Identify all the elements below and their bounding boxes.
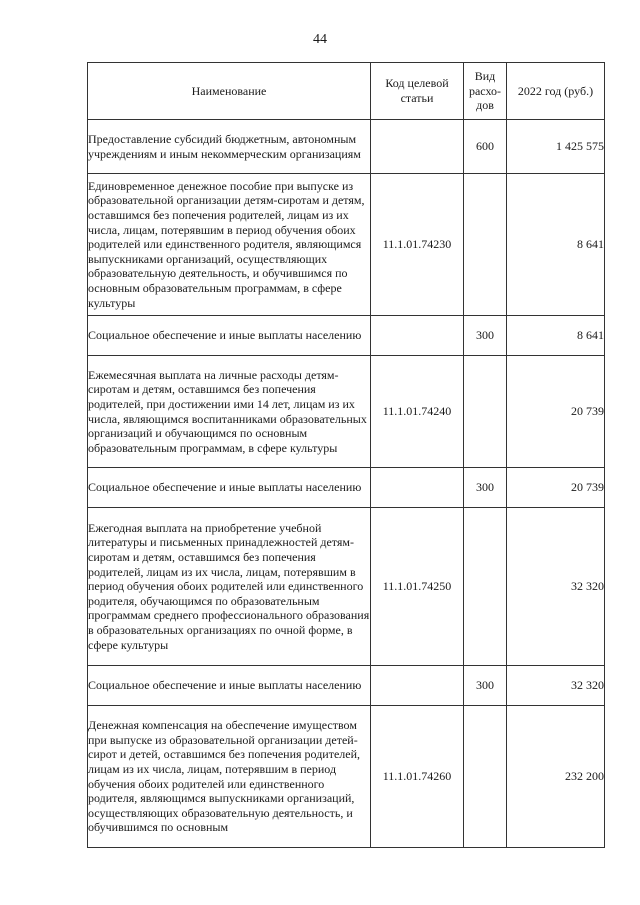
row-code: 11.1.01.74230 [371, 174, 464, 316]
row-sum: 8 641 [507, 316, 605, 356]
row-type [464, 356, 507, 468]
row-code: 11.1.01.74240 [371, 356, 464, 468]
row-code [371, 120, 464, 174]
row-code: 11.1.01.74260 [371, 706, 464, 848]
table-row [88, 120, 605, 174]
row-sum: 1 425 575 [507, 120, 605, 174]
table-row [88, 356, 605, 468]
table-row [88, 316, 605, 356]
row-name: Денежная компенсация на обеспечение имуществом при выпуске из образовательной организации детей-сирот и детей, оставшимся без попечения родителей, лицам из их числа, лицам, потерявшим в период обучения обоих родителей или единственного родителя, являющимся выпускниками организаций, осуществляющих образовательную деятельность, и обучившимся по основным [88, 706, 371, 848]
row-type [464, 706, 507, 848]
header-name: Наименование [88, 63, 371, 120]
table-header-row [88, 63, 605, 120]
row-name: Ежегодная выплата на приобретение учебной литературы и письменных принадлежностей детям-сиротам и детям, оставшимся без попечения родителей, лицам из их числа, лицам, потерявшим в период обучения обоих родителей или единственного родителя, обучающимся по образовательным программам среднего профессионального образования в образовательных организациях по очной форме, в сфере культуры [88, 508, 371, 666]
row-name: Единовременное денежное пособие при выпуске из образовательной организации детям-сиротам и детям, оставшимся без попечения родителей, лицам из их числа, лицам, потерявшим в период обучения обоих родителей или единственного родителя, являющимся выпускниками организаций, осуществляющих образовательную деятельность, и обучившимся по основным образовательным программам, в сфере культуры [88, 174, 371, 316]
row-sum: 20 739 [507, 468, 605, 508]
row-name: Предоставление субсидий бюджетным, автономным учреждениям и иным некоммерческим организациям [88, 120, 371, 174]
table-row [88, 706, 605, 848]
row-name: Социальное обеспечение и иные выплаты населению [88, 666, 371, 706]
row-type: 300 [464, 666, 507, 706]
row-sum: 8 641 [507, 174, 605, 316]
header-sum: 2022 год (руб.) [507, 63, 605, 120]
page-number: 44 [313, 32, 327, 47]
row-code [371, 316, 464, 356]
header-code: Код целевой статьи [371, 63, 464, 120]
row-name: Ежемесячная выплата на личные расходы детям-сиротам и детям, оставшимся без попечения родителей, при достижении ими 14 лет, лицам из их числа, являющимся воспитанниками образовательных организаций и обучающимся по основным образовательным программам, в сфере культуры [88, 356, 371, 468]
row-type [464, 174, 507, 316]
table-row [88, 468, 605, 508]
budget-table [87, 62, 605, 848]
row-type: 300 [464, 468, 507, 508]
row-code [371, 666, 464, 706]
table-row [88, 174, 605, 316]
row-code [371, 468, 464, 508]
row-sum: 32 320 [507, 666, 605, 706]
table-row [88, 508, 605, 666]
row-type: 600 [464, 120, 507, 174]
row-type [464, 508, 507, 666]
row-sum: 232 200 [507, 706, 605, 848]
row-type: 300 [464, 316, 507, 356]
header-type: Вид расхо-дов [464, 63, 507, 120]
row-sum: 32 320 [507, 508, 605, 666]
row-name: Социальное обеспечение и иные выплаты населению [88, 468, 371, 508]
table-row [88, 666, 605, 706]
row-sum: 20 739 [507, 356, 605, 468]
row-name: Социальное обеспечение и иные выплаты населению [88, 316, 371, 356]
row-code: 11.1.01.74250 [371, 508, 464, 666]
